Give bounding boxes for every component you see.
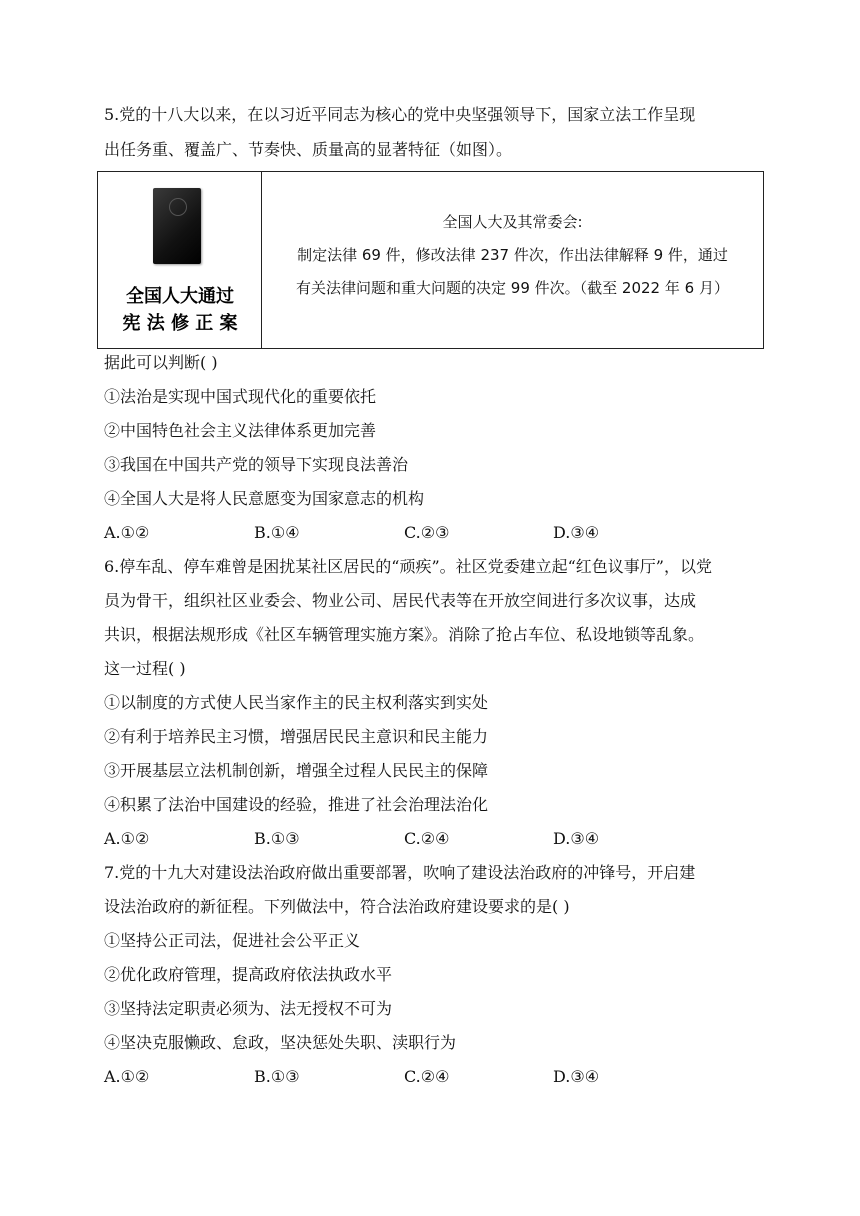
q5-stem-line-2: 出任务重、覆盖广、节奏快、质量高的显著特征（如图）。 — [104, 140, 513, 159]
q6-stem-line-1: 6.停车乱、停车难曾是困扰某社区居民的“顽疾”。社区党委建立起“红色议事厅”，以党 — [104, 557, 712, 576]
q5-stem-line-1: 5.党的十八大以来，在以习近平同志为核心的党中央坚强领导下，国家立法工作呈现 — [104, 105, 696, 124]
q7-option-a[interactable]: A.①② — [104, 1067, 150, 1086]
q7-item-1: ①坚持公正司法，促进社会公平正义 — [104, 931, 361, 950]
legislation-stats-line-1: 制定法律 69 件，修改法律 237 件次，作出法律解释 9 件，通过 — [297, 246, 728, 264]
constitution-book-image — [153, 188, 201, 264]
q7-stem-line-2: 设法治政府的新征程。下列做法中，符合法治政府建设要求的是( ) — [104, 897, 570, 916]
constitution-caption-line-1: 全国人大通过 — [126, 286, 234, 307]
q5-prompt: 据此可以判断( ) — [104, 353, 218, 372]
q6-stem-line-3: 共识，根据法规形成《社区车辆管理实施方案》。消除了抢占车位、私设地锁等乱象。 — [104, 625, 705, 644]
q6-stem-line-2: 员为骨干，组织社区业委会、物业公司、居民代表等在开放空间进行多次议事，达成 — [104, 591, 697, 610]
legislation-stats-cell — [262, 172, 763, 348]
q5-option-b[interactable]: B.①④ — [254, 523, 300, 542]
q5-item-2: ②中国特色社会主义法律体系更加完善 — [104, 421, 377, 440]
q7-option-b[interactable]: B.①③ — [254, 1067, 300, 1086]
legislation-stats-line-2: 有关法律问题和重大问题的决定 99 件次。（截至 2022 年 6 月） — [296, 279, 729, 297]
q6-option-a[interactable]: A.①② — [104, 829, 150, 848]
q6-item-4: ④积累了法治中国建设的经验，推进了社会治理法治化 — [104, 795, 489, 814]
q5-option-d[interactable]: D.③④ — [553, 523, 600, 542]
q5-info-table — [97, 171, 764, 349]
q7-option-d[interactable]: D.③④ — [553, 1067, 600, 1086]
q6-item-1: ①以制度的方式使人民当家作主的民主权利落实到实处 — [104, 693, 489, 712]
constitution-cell — [98, 172, 262, 348]
q7-item-4: ④坚决克服懒政、怠政，坚决惩处失职、渎职行为 — [104, 1033, 457, 1052]
q5-option-a[interactable]: A.①② — [104, 523, 150, 542]
q6-option-c[interactable]: C.②④ — [404, 829, 450, 848]
q7-option-c[interactable]: C.②④ — [404, 1067, 450, 1086]
q7-item-2: ②优化政府管理，提高政府依法执政水平 — [104, 965, 393, 984]
q6-option-b[interactable]: B.①③ — [254, 829, 300, 848]
constitution-caption-line-2: 宪 法 修 正 案 — [122, 313, 238, 334]
q5-item-4: ④全国人大是将人民意愿变为国家意志的机构 — [104, 489, 425, 508]
q6-option-d[interactable]: D.③④ — [553, 829, 600, 848]
q6-item-3: ③开展基层立法机制创新，增强全过程人民民主的保障 — [104, 761, 489, 780]
legislation-stats-title: 全国人大及其常委会: — [442, 213, 583, 231]
q7-stem-line-1: 7.党的十九大对建设法治政府做出重要部署，吹响了建设法治政府的冲锋号，开启建 — [104, 863, 696, 882]
q7-item-3: ③坚持法定职责必须为、法无授权不可为 — [104, 999, 393, 1018]
national-emblem-icon — [169, 198, 187, 216]
q6-item-2: ②有利于培养民主习惯，增强居民民主意识和民主能力 — [104, 727, 489, 746]
q5-item-3: ③我国在中国共产党的领导下实现良法善治 — [104, 455, 409, 474]
q6-prompt: 这一过程( ) — [104, 659, 186, 678]
q5-item-1: ①法治是实现中国式现代化的重要依托 — [104, 387, 377, 406]
q5-option-c[interactable]: C.②③ — [404, 523, 450, 542]
